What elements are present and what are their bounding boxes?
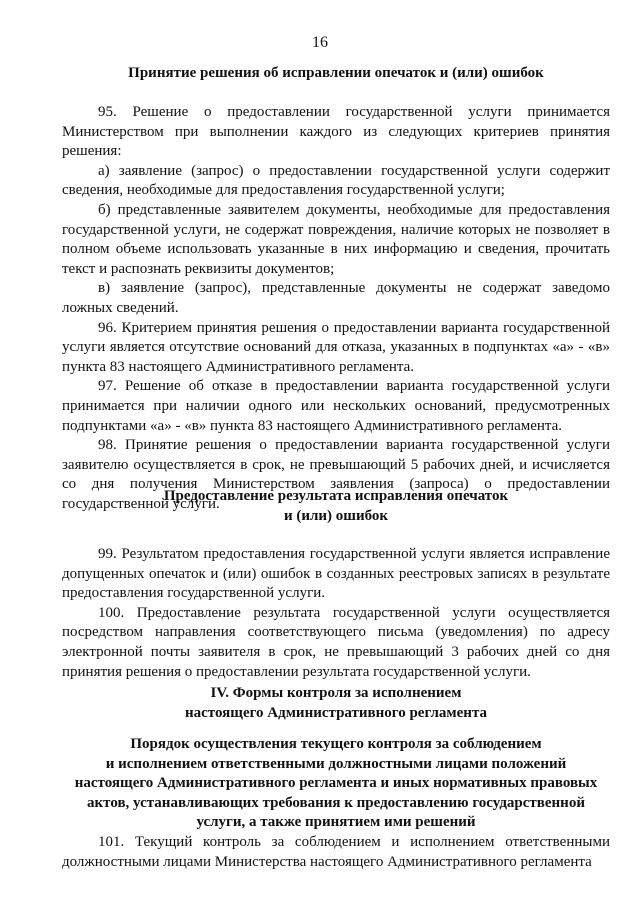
chapter-iv-title (62, 684, 610, 723)
paragraph-98: 98. Принятие решения о предоставлении варианта государственной услуги заявителю осуществляется в срок, не превышающий 5 рабочих дней, и исчисляется со дня получения Министерством заявления (запроса) о предоставлении государственной услуги. (62, 437, 610, 512)
section-decision (62, 64, 610, 84)
paragraph-95-c: в) заявление (запрос), представленные документы не содержат заведомо ложных сведений. (62, 280, 610, 316)
section-result (62, 487, 610, 526)
paragraph-95-b: б) представленные заявителем документы, необходимые для предоставления государственной услуги, не содержат повреждения, наличие которых не позволяет в полном объеме использовать указанные в них информацию и сведения, прочитать текст и распознать реквизиты документов; (62, 201, 610, 277)
paragraph-95-a: а) заявление (запрос) о предоставлении государственной услуги содержит сведения, необходимые для предоставления государственной услуги; (62, 162, 610, 199)
section-heading-decision: Принятие решения об исправлении опечаток и (или) ошибок (128, 65, 544, 81)
page-number: 16 (312, 34, 328, 51)
section-heading-result-line1: Предоставление результата исправления опечаток (163, 488, 509, 504)
section-decision-body (62, 103, 610, 514)
paragraph-99: 99. Результатом предоставления государственной услуги является исправление допущенных опечаток и (или) ошибок в созданных реестровых записях в результате предоставления государственной услуги. (62, 546, 610, 602)
paragraph-101: 101. Текущий контроль за соблюдением и исполнением ответственными должностными лицами Министерства настоящего Административного регламента (62, 834, 610, 870)
paragraph-96: 96. Критерием принятия решения о предоставлении варианта государственной услуги является отсутствие оснований для отказа, указанных в подпунктах «а» - «в» пункта 83 настоящего Административного регламента. (62, 319, 610, 375)
paragraph-97: 97. Решение об отказе в предоставлении варианта государственной услуги принимается при наличии одного или нескольких оснований, предусмотренных подпунктами «а» - «в» пункта 83 настоящего Административного регламента. (62, 378, 610, 434)
control-heading-line2: и исполнением ответственными должностными лицами положений (105, 755, 567, 772)
control-heading-line1: Порядок осуществления текущего контроля за соблюдением (130, 736, 542, 752)
control-heading-line4: актов, устанавливающих требования к предоставлению государственной (87, 794, 585, 811)
paragraph-95: 95. Решение о предоставлении государственной услуги принимается Министерством при выполнении каждого из следующих критериев принятия решения: (62, 104, 610, 160)
control-heading-line3: настоящего Административного регламента и иных нормативных правовых (74, 775, 598, 792)
chapter-title-line2: настоящего Административного регламента (184, 704, 487, 721)
chapter-title-line1: IV. Формы контроля за исполнением (210, 685, 462, 701)
control-heading-line5: услуги, а также принятием ими решений (196, 814, 476, 831)
section-result-body (62, 545, 610, 682)
paragraph-100: 100. Предоставление результата государственной услуги осуществляется посредством направления соответствующего письма (уведомления) по адресу электронной почты заявителя в срок, не превышающий 3 рабочих дней со дня принятия решения о предоставлении результата государственной услуги. (62, 604, 610, 680)
section-current-control-body (62, 833, 610, 872)
section-heading-result-line2: и (или) ошибок (283, 507, 389, 524)
section-current-control (62, 735, 610, 833)
